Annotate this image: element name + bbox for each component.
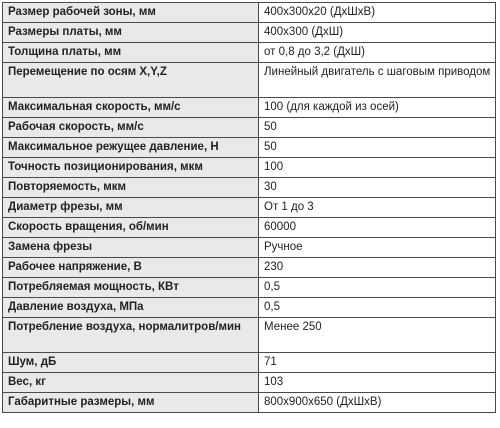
param-cell: Максимальное режущее давление, Н: [3, 138, 259, 158]
param-cell: Диаметр фрезы, мм: [3, 198, 259, 218]
table-row: [3, 258, 496, 278]
value-cell: 50: [259, 118, 496, 138]
value-cell: от 0,8 до 3,2 (ДхШ): [259, 43, 496, 63]
param-cell: Скорость вращения, об/мин: [3, 218, 259, 238]
param-cell: Перемещение по осям X,Y,Z: [3, 63, 259, 98]
table-row: [3, 298, 496, 318]
value-cell: 60000: [259, 218, 496, 238]
param-cell: Рабочее напряжение, В: [3, 258, 259, 278]
param-cell: Давление воздуха, МПа: [3, 298, 259, 318]
param-cell: Потребление воздуха, нормалитров/мин: [3, 318, 259, 353]
param-cell: Размеры платы, мм: [3, 23, 259, 43]
param-cell: Рабочая скорость, мм/с: [3, 118, 259, 138]
value-cell: От 1 до 3: [259, 198, 496, 218]
table-row: [3, 158, 496, 178]
table-row: [3, 198, 496, 218]
table-row: [3, 318, 496, 353]
param-cell: Точность позиционирования, мкм: [3, 158, 259, 178]
value-cell: Ручное: [259, 238, 496, 258]
param-cell: Габаритные размеры, мм: [3, 393, 259, 413]
table-row: [3, 393, 496, 413]
value-cell: 100: [259, 158, 496, 178]
table-row: [3, 373, 496, 393]
value-cell: 50: [259, 138, 496, 158]
table-row: [3, 23, 496, 43]
value-cell: 100 (для каждой из осей): [259, 98, 496, 118]
param-cell: Вес, кг: [3, 373, 259, 393]
table-row: [3, 118, 496, 138]
param-cell: Замена фрезы: [3, 238, 259, 258]
table-row: [3, 43, 496, 63]
param-cell: Шум, дБ: [3, 353, 259, 373]
specifications-table: [2, 2, 496, 413]
param-cell: Толщина платы, мм: [3, 43, 259, 63]
table-row: [3, 238, 496, 258]
value-cell: Менее 250: [259, 318, 496, 353]
param-cell: Повторяемость, мкм: [3, 178, 259, 198]
table-row: [3, 278, 496, 298]
value-cell: 103: [259, 373, 496, 393]
param-cell: Максимальная скорость, мм/с: [3, 98, 259, 118]
table-row: [3, 63, 496, 98]
param-cell: Потребляемая мощность, КВт: [3, 278, 259, 298]
value-cell: 400x300 (ДхШ): [259, 23, 496, 43]
value-cell: 71: [259, 353, 496, 373]
value-cell: 0,5: [259, 278, 496, 298]
value-cell: Линейный двигатель с шаговым приводом: [259, 63, 496, 98]
table-row: [3, 178, 496, 198]
value-cell: 0,5: [259, 298, 496, 318]
value-cell: 30: [259, 178, 496, 198]
value-cell: 230: [259, 258, 496, 278]
table-row: [3, 98, 496, 118]
param-cell: Размер рабочей зоны, мм: [3, 3, 259, 23]
value-cell: 800x900x650 (ДхШхВ): [259, 393, 496, 413]
table-row: [3, 3, 496, 23]
value-cell: 400x300x20 (ДхШхВ): [259, 3, 496, 23]
table-row: [3, 218, 496, 238]
table-row: [3, 138, 496, 158]
table-row: [3, 353, 496, 373]
